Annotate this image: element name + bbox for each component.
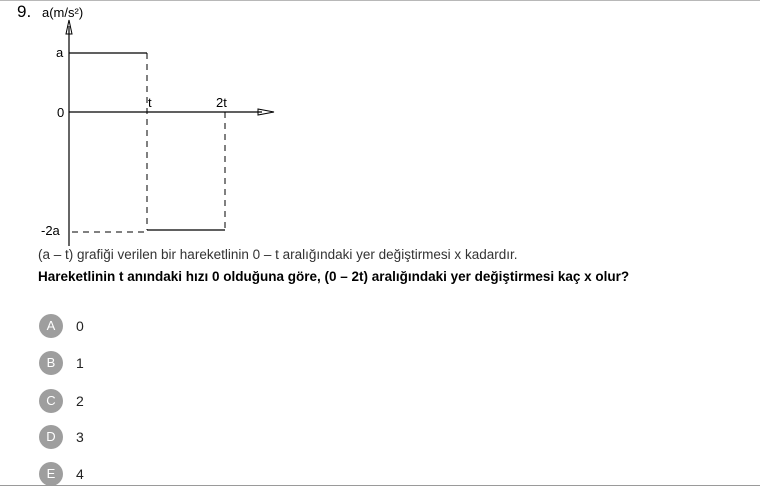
option-e-letter: E [39,462,63,486]
x-tick-2t: 2t [216,95,227,110]
x-tick-t: t [148,95,152,110]
option-a-value: 0 [76,318,84,334]
option-c[interactable] [39,389,239,413]
y-axis-label: a(m/s²) [42,5,84,20]
option-b-letter: B [39,351,63,375]
option-e[interactable] [39,462,239,486]
acceleration-time-graph [0,0,300,250]
option-c-letter: C [39,389,63,413]
question-description: (a – t) grafiği verilen bir hareketlinin 0 – t aralığındaki yer değiştirmesi x kadardır. [38,247,518,262]
option-e-value: 4 [76,466,84,482]
option-c-value: 2 [76,393,84,409]
option-d-value: 3 [76,429,84,445]
y-tick-zero: 0 [57,105,65,120]
question-prompt: Hareketlinin t anındaki hızı 0 olduğuna göre, (0 – 2t) aralığındaki yer değiştirmesi kaç x olur? [38,269,630,284]
bottom-border [0,485,760,486]
y-tick-minus-2a: -2a [41,223,60,238]
option-b-value: 1 [76,355,84,371]
option-d[interactable] [39,425,239,449]
option-a-letter: A [39,314,63,338]
question-number: 9. [17,2,32,21]
option-b[interactable] [39,351,239,375]
y-tick-a: a [56,45,64,60]
option-d-letter: D [39,425,63,449]
option-a[interactable] [39,314,239,338]
